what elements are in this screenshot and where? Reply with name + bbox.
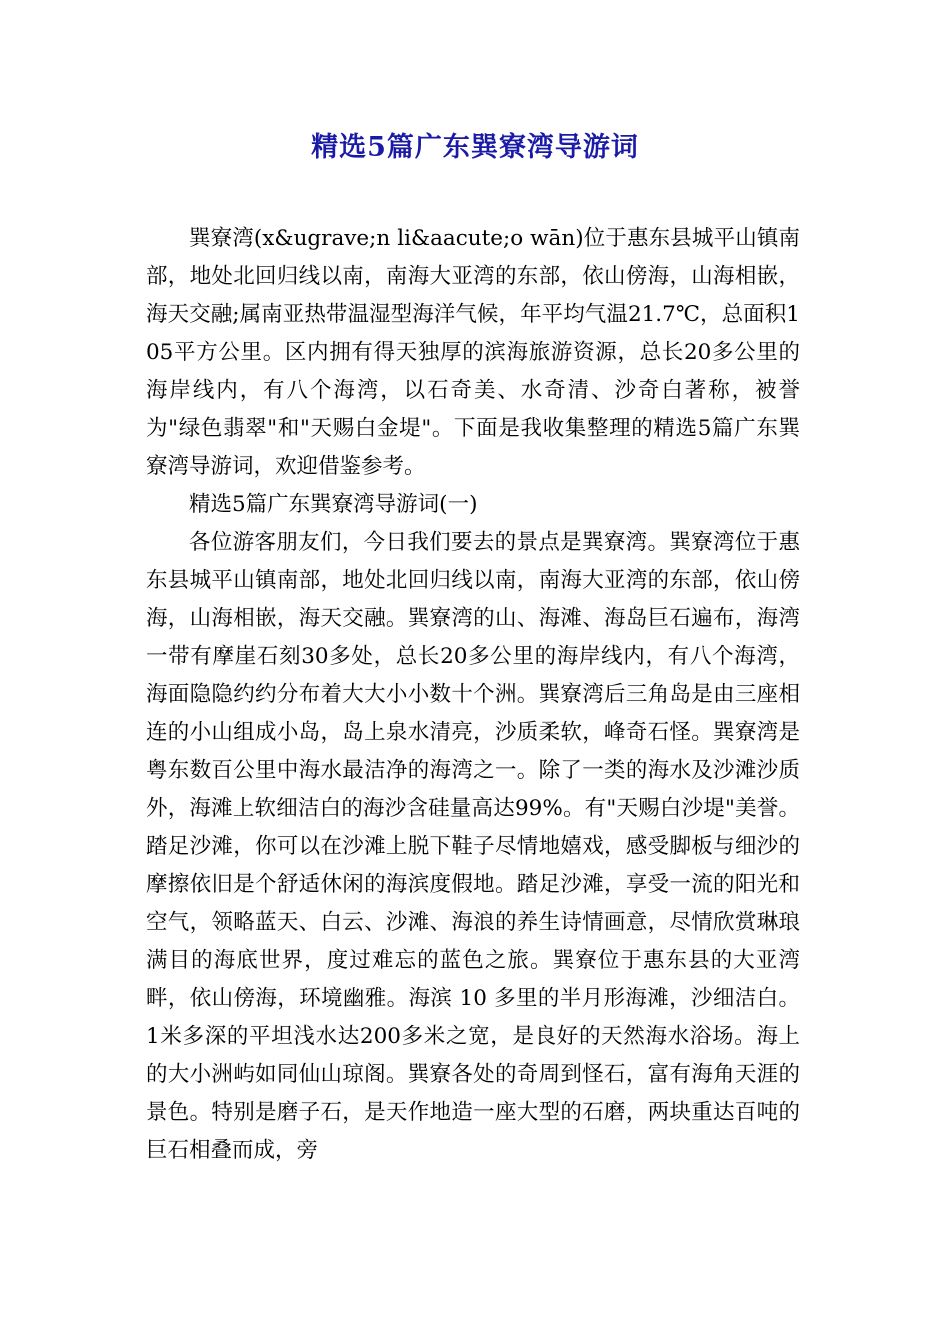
section-heading: 精选5篇广东巽寮湾导游词(一) [189, 492, 478, 517]
body-paragraph: 各位游客朋友们，今日我们要去的景点是巽寮湾。巽寮湾位于惠东县城平山镇南部，地处北回归线以南，南海大亚湾的东部，依山傍海，山海相嵌，海天交融。巽寮湾的山、海滩、海岛巨石遍布，海湾一带有摩崖石刻30多处，总长20多公里的海岸线内，有八个海湾，海面隐隐约约分布着大大小小数十个洲。巽寮湾后三角岛是由三座相连的小山组成小岛，岛上泉水清亮，沙质柔软，峰奇石怪。巽寮湾是粤东数百公里中海水最洁净的海湾之一。除了一类的海水及沙滩沙质外，海滩上软细洁白的海沙含硅量高达99%。有"天赐白沙堤"美誉。踏足沙滩，你可以在沙滩上脱下鞋子尽情地嬉戏，感受脚板与细沙的摩擦依旧是个舒适休闲的海滨度假地。踏足沙滩，享受一流的阳光和空气，领略蓝天、白云、沙滩、海浪的养生诗情画意，尽情欣赏琳琅满目的海底世界，度过难忘的蓝色之旅。巽寮位于惠东县的大亚湾畔，依山傍海，环境幽雅。海滨 10 多里的半月形海滩，沙细洁白。1米多深的平坦浅水达200多米之宽，是良好的天然海水浴场。海上的大小洲屿如同仙山琼阁。巽寮各处的奇周到怪石，富有海角天涯的景色。特别是磨子石，是天作地造一座大型的石磨，两块重达百吨的巨石相叠而成，旁 [146, 530, 800, 1163]
document-body [146, 220, 800, 1170]
intro-paragraph: 巽寮湾(x&ugrave;n li&aacute;o wān)位于惠东县城平山镇南部，地处北回归线以南，南海大亚湾的东部，依山傍海，山海相嵌，海天交融;属南亚热带温湿型海洋气候，年平均气温21.7℃，总面积105平方公里。区内拥有得天独厚的滨海旅游资源，总长20多公里的海岸线内，有八个海湾，以石奇美、水奇清、沙奇白著称，被誉为"绿色翡翠"和"天赐白金堤"。下面是我收集整理的精选5篇广东巽寮湾导游词，欢迎借鉴参考。 [146, 226, 800, 479]
document-title: 精选5篇广东巽寮湾导游词 [311, 132, 639, 163]
